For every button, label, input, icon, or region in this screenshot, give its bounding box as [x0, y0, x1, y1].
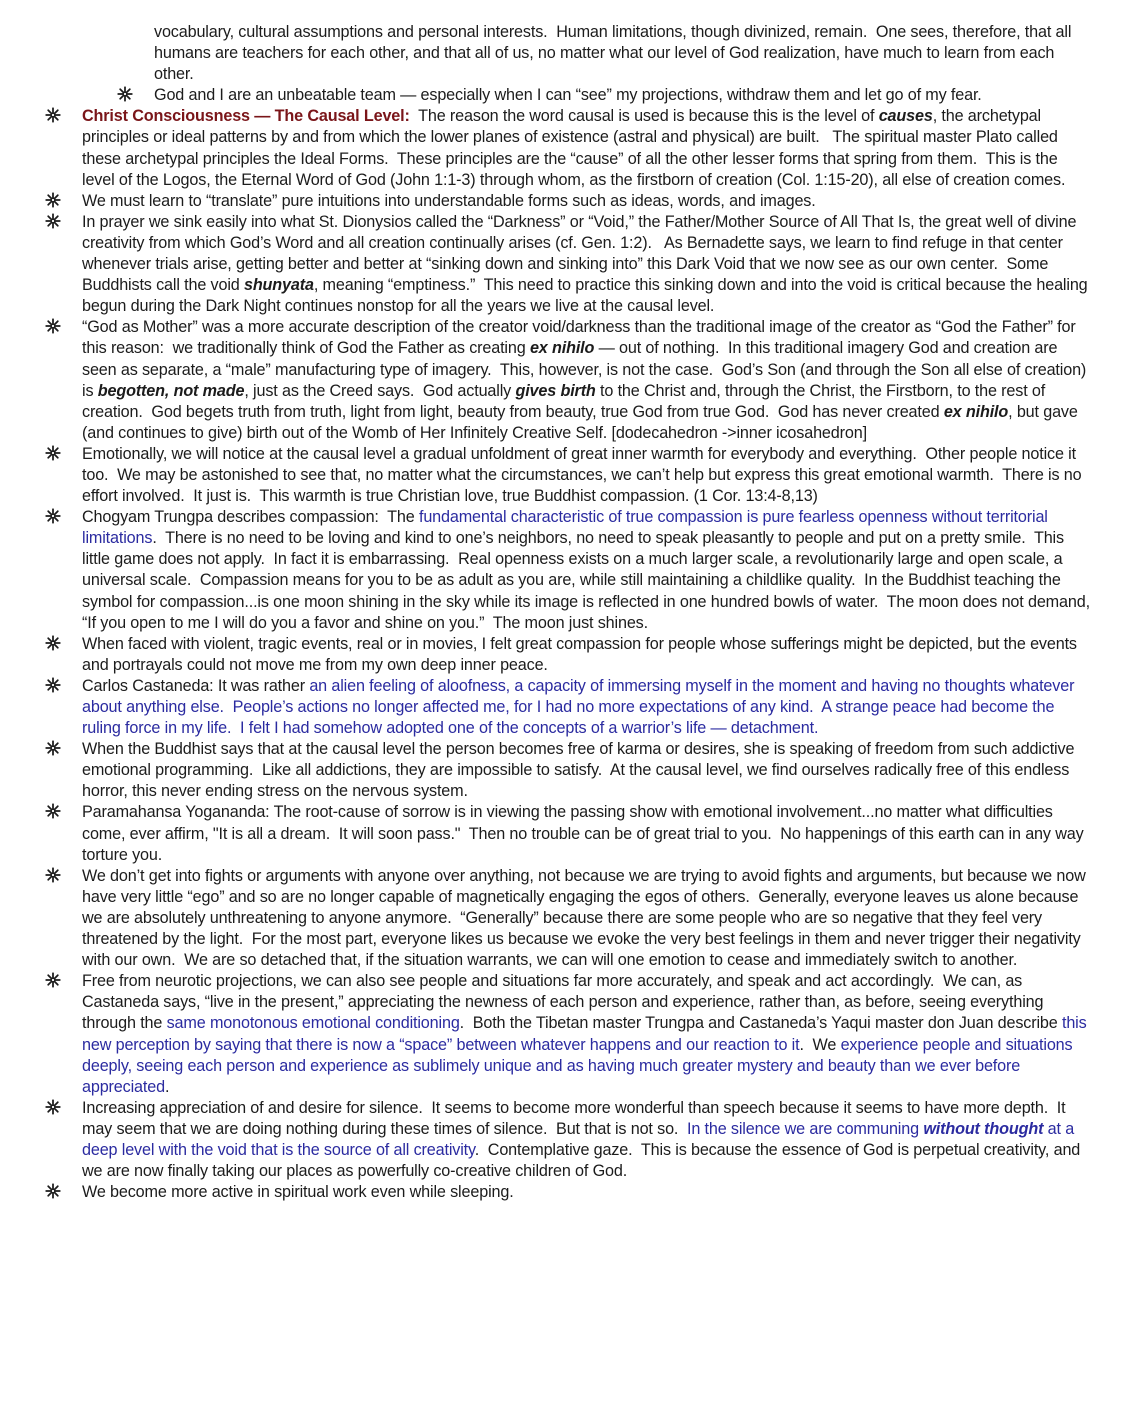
bullet-list — [0, 22, 1146, 1203]
body-text: ex nihilo — [529, 339, 595, 358]
ornamental-star-icon — [45, 635, 63, 653]
body-text: . We — [799, 1035, 841, 1054]
body-text: . Both the Tibetan master Trungpa and Castaneda’s Yaqui master don Juan describe — [459, 1014, 1062, 1033]
body-text: We become more active in spiritual work even while sleeping. — [82, 1183, 514, 1202]
body-text: Increasing appreciation of and desire for silence. It seems to become more wonderful than speech because it seems to have more depth. It may seem that we are doing nothing during these times of silence. But that is not so. — [82, 1098, 1070, 1138]
body-text: “God as Mother” was a more accurate description of the creator void/darkness than the traditional image of the creator as “God the Father” for this reason: we traditionally think of God the Father as creating — [82, 318, 1080, 358]
list-item — [0, 1182, 1146, 1203]
list-item — [0, 802, 1146, 865]
list-item — [0, 85, 1146, 106]
body-text: God and I are an unbeatable team — especially when I can “see” my projections, withdraw them and let go of my fear. — [154, 86, 982, 105]
ornamental-star-icon — [117, 86, 135, 104]
ornamental-star-icon — [45, 1183, 63, 1201]
body-text: ex nihilo — [943, 402, 1009, 421]
ornamental-star-icon — [45, 445, 63, 463]
body-text: When faced with violent, tragic events, real or in movies, I felt great compassion for people whose sufferings might be depicted, but the events and portrayals could not move me from my own deep inner peace. — [82, 634, 1082, 674]
ornamental-star-icon — [45, 677, 63, 695]
body-text: , the archetypal principles or ideal patterns by and from which the lower planes of existence (astral and physical) are built. The spiritual master Plato called these archetypal principles the Ideal Forms. These principles are the “cause” of all the other lesser forms that spring from them. This is the level of the Logos, the Eternal Word of God (John 1:1-3) through whom, as the firstborn of creation (Col. 1:15-20), all else of creation comes. — [82, 107, 1066, 189]
list-item — [0, 317, 1146, 444]
body-text: , just as the Creed says. God actually — [244, 381, 516, 400]
quoted-text: an alien feeling of aloofness, a capacity of immersing myself in the moment and having no thoughts whatever about anything else. People’s actions no longer affected me, for I had no more expectations of any kind. A strange peace had become the ruling force in my life. I felt I had somehow adopted one of the concepts of a warrior’s life — detachment. — [82, 676, 1079, 738]
body-text: gives birth — [515, 381, 596, 400]
quoted-text: same monotonous emotional conditioning — [166, 1014, 460, 1033]
body-text: to the Christ and, through the Christ, the Firstborn, to the rest of creation. God begets truth from truth, light from light, beauty from beauty, true God from true God. God has never created — [82, 381, 1050, 421]
body-text: We must learn to “translate” pure intuitions into understandable forms such as ideas, words, and images. — [82, 191, 816, 210]
body-text: When the Buddhist says that at the causal level the person becomes free of karma or desires, she is speaking of freedom from such addictive emotional programming. Like all addictions, they are impossible to satisfy. At the causal level, we find ourselves radically free of this endless horror, this never ending stress on the nervous system. — [82, 740, 1079, 801]
body-text: begotten, not made — [97, 381, 245, 400]
body-text: . — [164, 1077, 170, 1096]
document-page — [0, 22, 1146, 1203]
list-item — [0, 739, 1146, 802]
quoted-text: at a deep level with the void that is the source of all creativity — [82, 1119, 1079, 1159]
list-item — [0, 212, 1146, 317]
ornamental-star-icon — [45, 508, 63, 526]
list-item — [0, 444, 1146, 507]
body-text: — out of nothing. In this traditional imagery God and creation are seen as separate, a “male” manufacturing type of imagery. This, however, is not the case. God’s Son (and through the Son all else of creation) is — [82, 339, 1091, 400]
list-item — [0, 191, 1146, 212]
body-text: , meaning “emptiness.” This need to practice this sinking down and into the void is critical because the healing begun during the Dark Night continues nonstop for all the years we live at the causal level. — [82, 276, 1092, 316]
ornamental-star-icon — [45, 740, 63, 758]
quoted-text: In the silence we are communing — [686, 1119, 924, 1138]
body-text: Free from neurotic projections, we can also see people and situations far more accurately, and speak and act accordingly. We can, as Castaneda says, “live in the present,” appreciating the newness of each person and experience, rather than, as before, seeing everything through the — [82, 972, 1048, 1033]
body-text: causes — [878, 107, 933, 126]
quoted-text: this new perception by saying that there is now a “space” between whatever happens and our reaction to it — [82, 1014, 1091, 1054]
quoted-text: fundamental characteristic of true compassion is pure fearless openness without territorial limitations — [82, 508, 1053, 548]
section-heading: Christ Consciousness — The Causal Level: — [82, 107, 410, 126]
quoted-text: without thought — [923, 1119, 1044, 1138]
list-item — [0, 866, 1146, 971]
list-item-continuation — [0, 22, 1146, 85]
body-text: Paramahansa Yogananda: The root-cause of sorrow is in viewing the passing show with emotional involvement...no matter what difficulties come, ever affirm, "It is all a dream. It will soon pass." Then no trouble can be of great trial to you. No happenings of this earth can in any way torture you. — [82, 803, 1088, 864]
ornamental-star-icon — [45, 192, 63, 210]
quoted-text: experience people and situations deeply, seeing each person and experience as sublimely unique and as having much greater mystery and beauty than we ever before appreciated — [82, 1035, 1077, 1096]
body-text: vocabulary, cultural assumptions and personal interests. Human limitations, though divinized, remain. One sees, therefore, that all humans are teachers for each other, and that all of us, no matter what our level of God realization, have much to learn from each other. — [154, 23, 1076, 84]
list-item — [0, 106, 1146, 190]
ornamental-star-icon — [45, 1099, 63, 1117]
list-item — [0, 507, 1146, 634]
body-text: , but gave (and continues to give) birth out of the Womb of Her Infinitely Creative Self. [dodecahedron ->inner icosahedron] — [82, 402, 1083, 442]
ornamental-star-icon — [45, 972, 63, 990]
list-item — [0, 1098, 1146, 1182]
ornamental-star-icon — [45, 213, 63, 231]
ornamental-star-icon — [45, 803, 63, 821]
body-text: The reason the word causal is used is because this is the level of — [409, 107, 879, 126]
body-text: Chogyam Trungpa describes compassion: The — [82, 508, 419, 527]
ornamental-star-icon — [45, 867, 63, 885]
ornamental-star-icon — [45, 318, 63, 336]
list-item — [0, 971, 1146, 1098]
body-text: Carlos Castaneda: It was rather — [82, 676, 310, 695]
body-text: In prayer we sink easily into what St. Dionysios called the “Darkness” or “Void,” the Father/Mother Source of All That Is, the great well of divine creativity from which God’s Word and all creation continually arises (cf. Gen. 1:2). As Bernadette says, we learn to find refuge in that center whenever trials arise, getting better and better at “sinking down and sinking into” this Dark Void that we now see as our own center. Some Buddhists call the void — [82, 212, 1081, 295]
list-item — [0, 634, 1146, 676]
body-text: . Contemplative gaze. This is because the essence of God is perpetual creativity, and we are now finally taking our places as powerfully co-creative children of God. — [82, 1140, 1085, 1181]
body-text: shunyata — [243, 276, 314, 295]
body-text: . There is no need to be loving and kind to one’s neighbors, no need to speak pleasantly to people and put on a pretty smile. This little game does not apply. In fact it is embarrassing. Real openness exists on a much larger scale, a revolutionarily large and open scale, a universal scale. Compassion means for you to be as adult as you are, while still maintaining a childlike quality. In the Buddhist teaching the symbol for compassion...is one moon shining in the sky while its image is reflected in one hundred bowls of water. The moon does not demand, “If you open to me I will do you a favor and shine on you.” The moon just shines. — [82, 529, 1095, 632]
body-text: Emotionally, we will notice at the causal level a gradual unfoldment of great inner warmth for everybody and everything. Other people notice it too. We may be astonished to see that, no matter what the circumstances, we can’t help but express this great emotional warmth. There is no effort involved. It just is. This warmth is true Christian love, true Buddhist compassion. (1 Cor. 13:4-8,13) — [82, 444, 1086, 506]
body-text: We don’t get into fights or arguments with anyone over anything, not because we are trying to avoid fights and arguments, but because we now have very little “ego” and so are no longer capable of magnetically engaging the egos of others. Generally, everyone leaves us alone because we are absolutely unthreatening to anyone anymore. “Generally” because there are some people who are so negative that they feel very threatened by the light. For the most part, everyone likes us because we evoke the very best feelings in them and never trigger their negativity with our own. We are so detached that, if the situation warrants, we can will one emotion to cease and immediately switch to another. — [82, 866, 1090, 970]
list-item — [0, 676, 1146, 739]
ornamental-star-icon — [45, 107, 63, 125]
